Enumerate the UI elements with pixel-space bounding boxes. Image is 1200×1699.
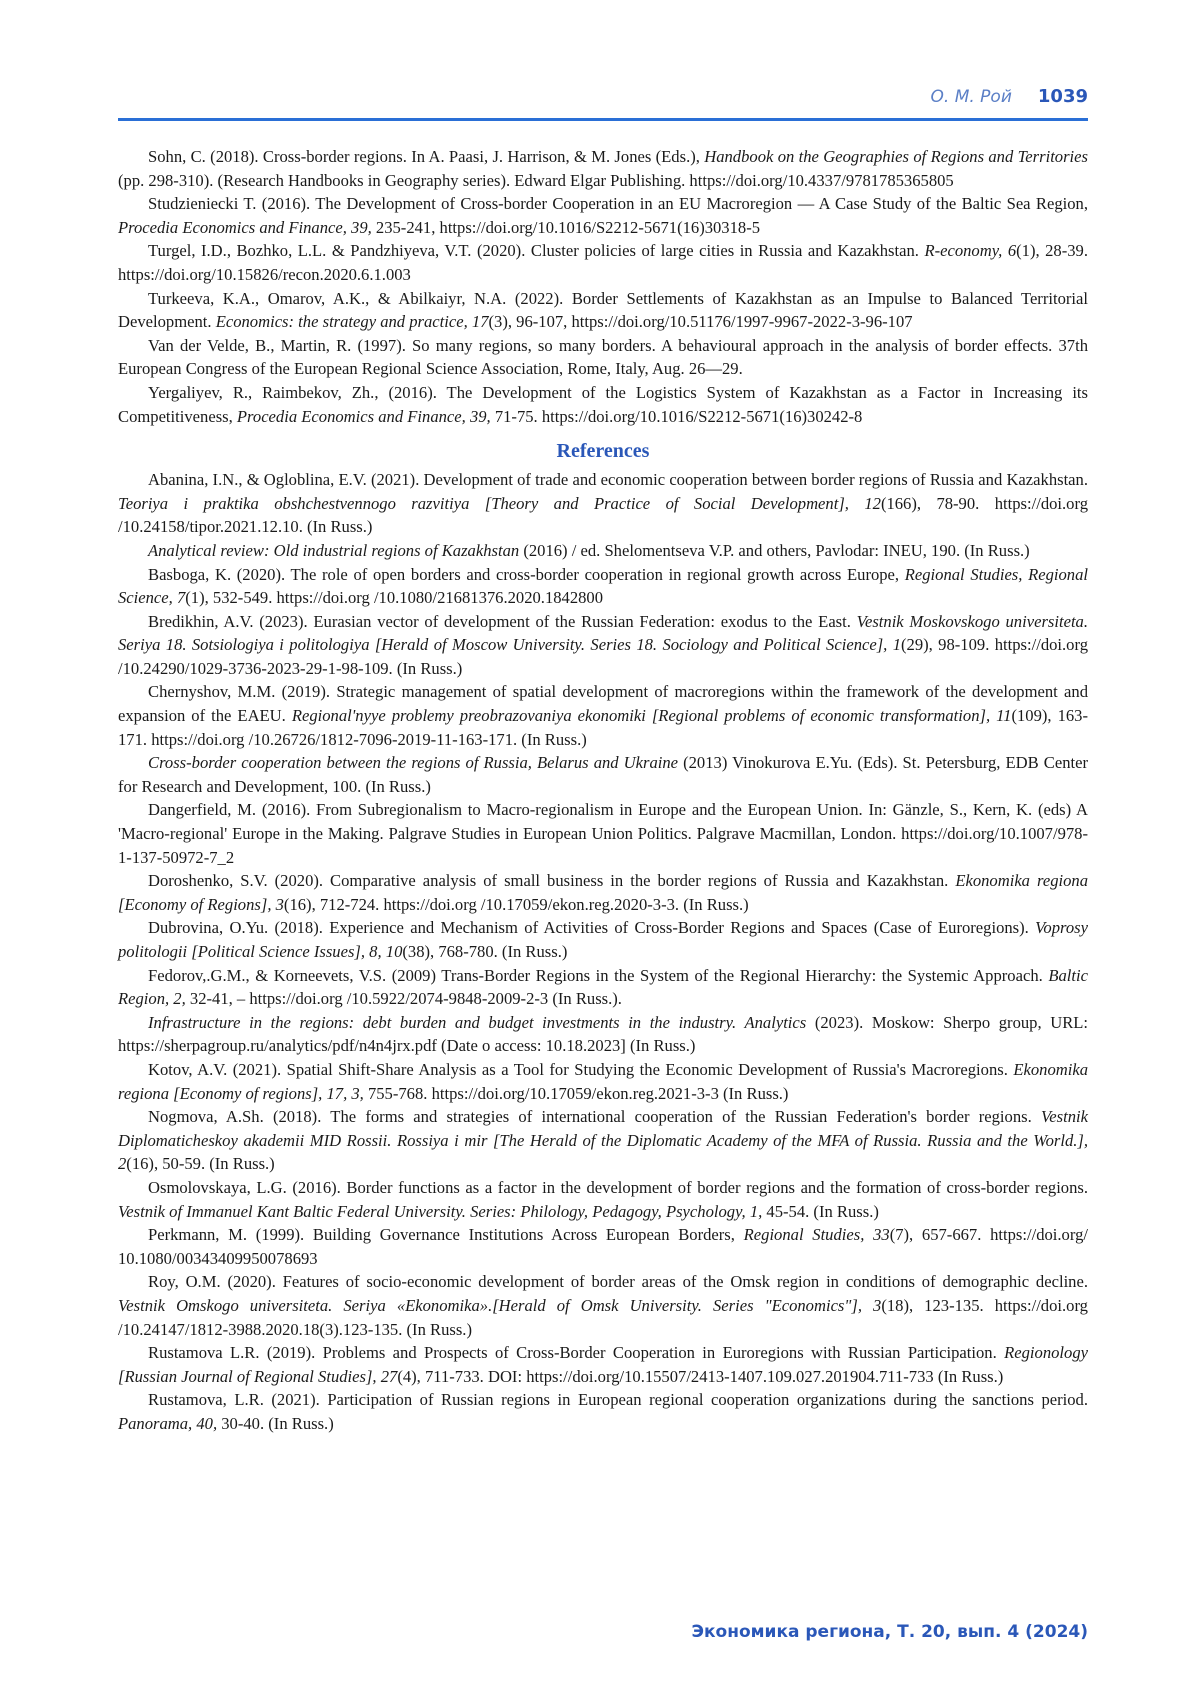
- reference-source: Vestnik Omskogo universiteta. Seriya «Ekonomika».[Herald of Omsk University. Series "Economics"], 3: [118, 1296, 881, 1315]
- reference-source: Teoriya i praktika obshchestvennogo razvitiya [Theory and Practice of Social Development], 12: [118, 494, 881, 513]
- reference-source: Handbook on the Geographies of Regions and Territories: [704, 147, 1088, 166]
- journal-footer: Экономика региона, Т. 20, вып. 4 (2024): [692, 1622, 1088, 1642]
- reference-text: (1), 28-39. https://doi.org/10.15826/recon.2020.6.1.003: [118, 241, 1088, 284]
- reference-source: Vestnik Diplomaticheskoy akademii MID Rossii. Rossiya i mir [The Herald of the Diplomatic Academy of the MFA of Russia. Russia and the World.], 2: [118, 1107, 1088, 1173]
- reference-entry: [118, 334, 1088, 381]
- reference-entry: [118, 1223, 1088, 1270]
- reference-entry: [118, 751, 1088, 798]
- reference-entry: [118, 964, 1088, 1011]
- reference-entry: [118, 239, 1088, 286]
- reference-text: (29), 98-109. https://doi.org /10.24290/1029-3736-2023-29-1-98-109. (In Russ.): [118, 635, 1088, 678]
- reference-text: (3), 96-107, https://doi.org/10.51176/1997-9967-2022-3-96-107: [489, 312, 913, 331]
- reference-entry: [118, 468, 1088, 539]
- reference-text: Yergaliyev, R., Raimbekov, Zh., (2016). The Development of the Logistics System of Kazakhstan as a Factor in Increasing its Competitiveness,: [118, 383, 1088, 426]
- reference-text: Turgel, I.D., Bozhko, L.L. & Pandzhiyeva, V.T. (2020). Cluster policies of large cities in Russia and Kazakhstan.: [148, 241, 924, 260]
- header-author: О. М. Рой: [931, 87, 1012, 107]
- reference-source: Procedia Economics and Finance, 39,: [237, 407, 491, 426]
- reference-entry: [118, 1105, 1088, 1176]
- reference-text: Rustamova L.R. (2019). Problems and Prospects of Cross-Border Cooperation in Euroregions with Russian Participation.: [148, 1343, 1004, 1362]
- reference-source: Procedia Economics and Finance, 39,: [118, 218, 372, 237]
- reference-source: Regional Studies, 33: [744, 1225, 890, 1244]
- reference-text: Dubrovina, O.Yu. (2018). Experience and Mechanism of Activities of Cross-Border Regions and Spaces (Case of Euroregions).: [148, 918, 1035, 937]
- reference-text: (38), 768-780. (In Russ.): [402, 942, 567, 961]
- header-rule: [118, 118, 1088, 121]
- reference-text: Turkeeva, K.A., Omarov, A.K., & Abilkaiyr, N.A. (2022). Border Settlements of Kazakhstan as an Impulse to Balanced Territorial Development.: [118, 289, 1088, 332]
- reference-entry: [118, 869, 1088, 916]
- reference-text: 32-41, – https://doi.org /10.5922/2074-9848-2009-2-3 (In Russ.).: [186, 989, 622, 1008]
- reference-entry: [118, 1270, 1088, 1341]
- reference-entry: [118, 1388, 1088, 1435]
- reference-source: Regional'nyye problemy preobrazovaniya ekonomiki [Regional problems of economic transformation], 11: [292, 706, 1012, 725]
- literature-list: [118, 145, 1088, 428]
- reference-text: 30-40. (In Russ.): [217, 1414, 334, 1433]
- reference-text: Bredikhin, A.V. (2023). Eurasian vector of development of the Russian Federation: exodus to the East.: [148, 612, 857, 631]
- reference-entry: [118, 916, 1088, 963]
- reference-text: Studzieniecki T. (2016). The Development of Cross-border Cooperation in an EU Macroregion — A Case Study of the Baltic Sea Region,: [148, 194, 1088, 213]
- reference-entry: [118, 610, 1088, 681]
- reference-text: Nogmova, A.Sh. (2018). The forms and strategies of international cooperation of the Russian Federation's border regions.: [148, 1107, 1041, 1126]
- reference-text: Dangerfield, M. (2016). From Subregionalism to Macro-regionalism in Europe and the European Union. In: Gänzle, S., Kern, K. (eds) A 'Macro-regional' Europe in the Making. Palgrave Studies in European Union Politics. Palgrave Macmillan, London. https://doi.org/10.1007/978-1-137-50972-7_2: [118, 800, 1088, 866]
- journal-page: [0, 0, 1200, 1699]
- reference-entry: [118, 381, 1088, 428]
- reference-text: 755-768. https://doi.org/10.17059/ekon.reg.2021-3-3 (In Russ.): [364, 1084, 789, 1103]
- reference-source: Cross-border cooperation between the regions of Russia, Belarus and Ukraine: [148, 753, 678, 772]
- reference-source: Baltic Region, 2,: [118, 966, 1088, 1009]
- reference-text: (2023). Moskow: Sherpo group, URL: https://sherpagroup.ru/analytics/pdf/n4n4jrx.pdf (Date o access: 10.18.2023] (In Russ.): [118, 1013, 1088, 1056]
- reference-text: (4), 711-733. DOI: https://doi.org/10.15507/2413-1407.109.027.201904.711-733 (In Russ.): [397, 1367, 1003, 1386]
- references-heading: References: [118, 438, 1088, 464]
- reference-entry: [118, 1011, 1088, 1058]
- reference-source: Analytical review: Old industrial regions of Kazakhstan: [148, 541, 519, 560]
- reference-text: (pp. 298-310). (Research Handbooks in Geography series). Edward Elgar Publishing. https://doi.org/10.4337/9781785365805: [118, 171, 954, 190]
- reference-text: Kotov, A.V. (2021). Spatial Shift-Share Analysis as a Tool for Studying the Economic Development of Russia's Macroregions.: [148, 1060, 1013, 1079]
- reference-text: Rustamova, L.R. (2021). Participation of Russian regions in European regional cooperation organizations during the sanctions period.: [148, 1390, 1088, 1409]
- reference-source: Panorama, 40,: [118, 1414, 217, 1433]
- reference-source: Voprosy politologii [Political Science Issues], 8, 10: [118, 918, 1088, 961]
- reference-source: Vestnik Moskovskogo universiteta. Seriya 18. Sotsiologiya i politologiya [Herald of Moscow University. Series 18. Sociology and Political Science], 1: [118, 612, 1088, 655]
- reference-text: (16), 50-59. (In Russ.): [126, 1154, 274, 1173]
- reference-text: Perkmann, M. (1999). Building Governance Institutions Across European Borders,: [148, 1225, 744, 1244]
- reference-entry: [118, 1176, 1088, 1223]
- reference-source: Vestnik of Immanuel Kant Baltic Federal University. Series: Philology, Pedagogy, Psychology, 1,: [118, 1202, 762, 1221]
- running-header: [118, 86, 1088, 116]
- reference-entry: [118, 1341, 1088, 1388]
- reference-text: Basboga, K. (2020). The role of open borders and cross-border cooperation in regional growth across Europe,: [148, 565, 905, 584]
- reference-entry: [118, 192, 1088, 239]
- references-body: [118, 145, 1088, 1435]
- reference-text: Roy, O.M. (2020). Features of socio-economic development of border areas of the Omsk region in conditions of demographic decline.: [148, 1272, 1088, 1291]
- reference-source: Ekonomika regiona [Economy of Regions], 3: [118, 871, 1088, 914]
- reference-source: Regional Studies, Regional Science, 7: [118, 565, 1088, 608]
- reference-entry: [118, 145, 1088, 192]
- reference-text: (109), 163-171. https://doi.org /10.26726/1812-7096-2019-11-163-171. (In Russ.): [118, 706, 1088, 749]
- reference-text: Van der Velde, B., Martin, R. (1997). So many regions, so many borders. A behavioural approach in the analysis of border effects. 37th European Congress of the European Regional Science Association, Rome, Italy, Aug. 26—29.: [118, 336, 1088, 379]
- reference-text: Abanina, I.N., & Ogloblina, E.V. (2021). Development of trade and economic cooperation between border regions of Russia and Kazakhstan.: [148, 470, 1088, 489]
- reference-text: 235-241, https://doi.org/10.1016/S2212-5671(16)30318-5: [372, 218, 760, 237]
- reference-source: Ekonomika regiona [Economy of regions], 17, 3,: [118, 1060, 1088, 1103]
- references-list: [118, 468, 1088, 1435]
- reference-source: Economics: the strategy and practice, 17: [216, 312, 489, 331]
- reference-text: Fedorov,.G.M., & Korneevets, V.S. (2009) Trans-Border Regions in the System of the Regional Hierarchy: the Systemic Approach.: [148, 966, 1048, 985]
- reference-text: (7), 657-667. https://doi.org/ 10.1080/00343409950078693: [118, 1225, 1088, 1268]
- reference-text: (166), 78-90. https://doi.org /10.24158/tipor.2021.12.10. (In Russ.): [118, 494, 1088, 537]
- reference-text: (2013) Vinokurova E.Yu. (Eds). St. Petersburg, EDB Center for Research and Development, 100. (In Russ.): [118, 753, 1088, 796]
- reference-source: Regionology [Russian Journal of Regional Studies], 27: [118, 1343, 1088, 1386]
- reference-text: (1), 532-549. https://doi.org /10.1080/21681376.2020.1842800: [185, 588, 603, 607]
- reference-text: (2016) / ed. Shelomentseva V.P. and others, Pavlodar: INEU, 190. (In Russ.): [519, 541, 1030, 560]
- reference-source: R-economy, 6: [924, 241, 1016, 260]
- page-number: 1039: [1038, 86, 1088, 107]
- reference-entry: [118, 287, 1088, 334]
- reference-source: Infrastructure in the regions: debt burden and budget investments in the industry. Analytics: [148, 1013, 806, 1032]
- reference-text: Sohn, C. (2018). Cross-border regions. In A. Paasi, J. Harrison, & M. Jones (Eds.),: [148, 147, 704, 166]
- reference-entry: [118, 1058, 1088, 1105]
- reference-text: (16), 712-724. https://doi.org /10.17059/ekon.reg.2020-3-3. (In Russ.): [284, 895, 749, 914]
- reference-text: Doroshenko, S.V. (2020). Comparative analysis of small business in the border regions of Russia and Kazakhstan.: [148, 871, 955, 890]
- reference-text: Osmolovskaya, L.G. (2016). Border functions as a factor in the development of border regions and the formation of cross-border regions.: [148, 1178, 1088, 1197]
- reference-text: 71-75. https://doi.org/10.1016/S2212-5671(16)30242-8: [491, 407, 863, 426]
- reference-entry: [118, 798, 1088, 869]
- reference-entry: [118, 680, 1088, 751]
- reference-entry: [118, 539, 1088, 563]
- reference-entry: [118, 563, 1088, 610]
- reference-text: (18), 123-135. https://doi.org /10.24147/1812-3988.2020.18(3).123-135. (In Russ.): [118, 1296, 1088, 1339]
- reference-text: 45-54. (In Russ.): [762, 1202, 879, 1221]
- reference-text: Chernyshov, M.M. (2019). Strategic management of spatial development of macroregions within the framework of the development and expansion of the EAEU.: [118, 682, 1088, 725]
